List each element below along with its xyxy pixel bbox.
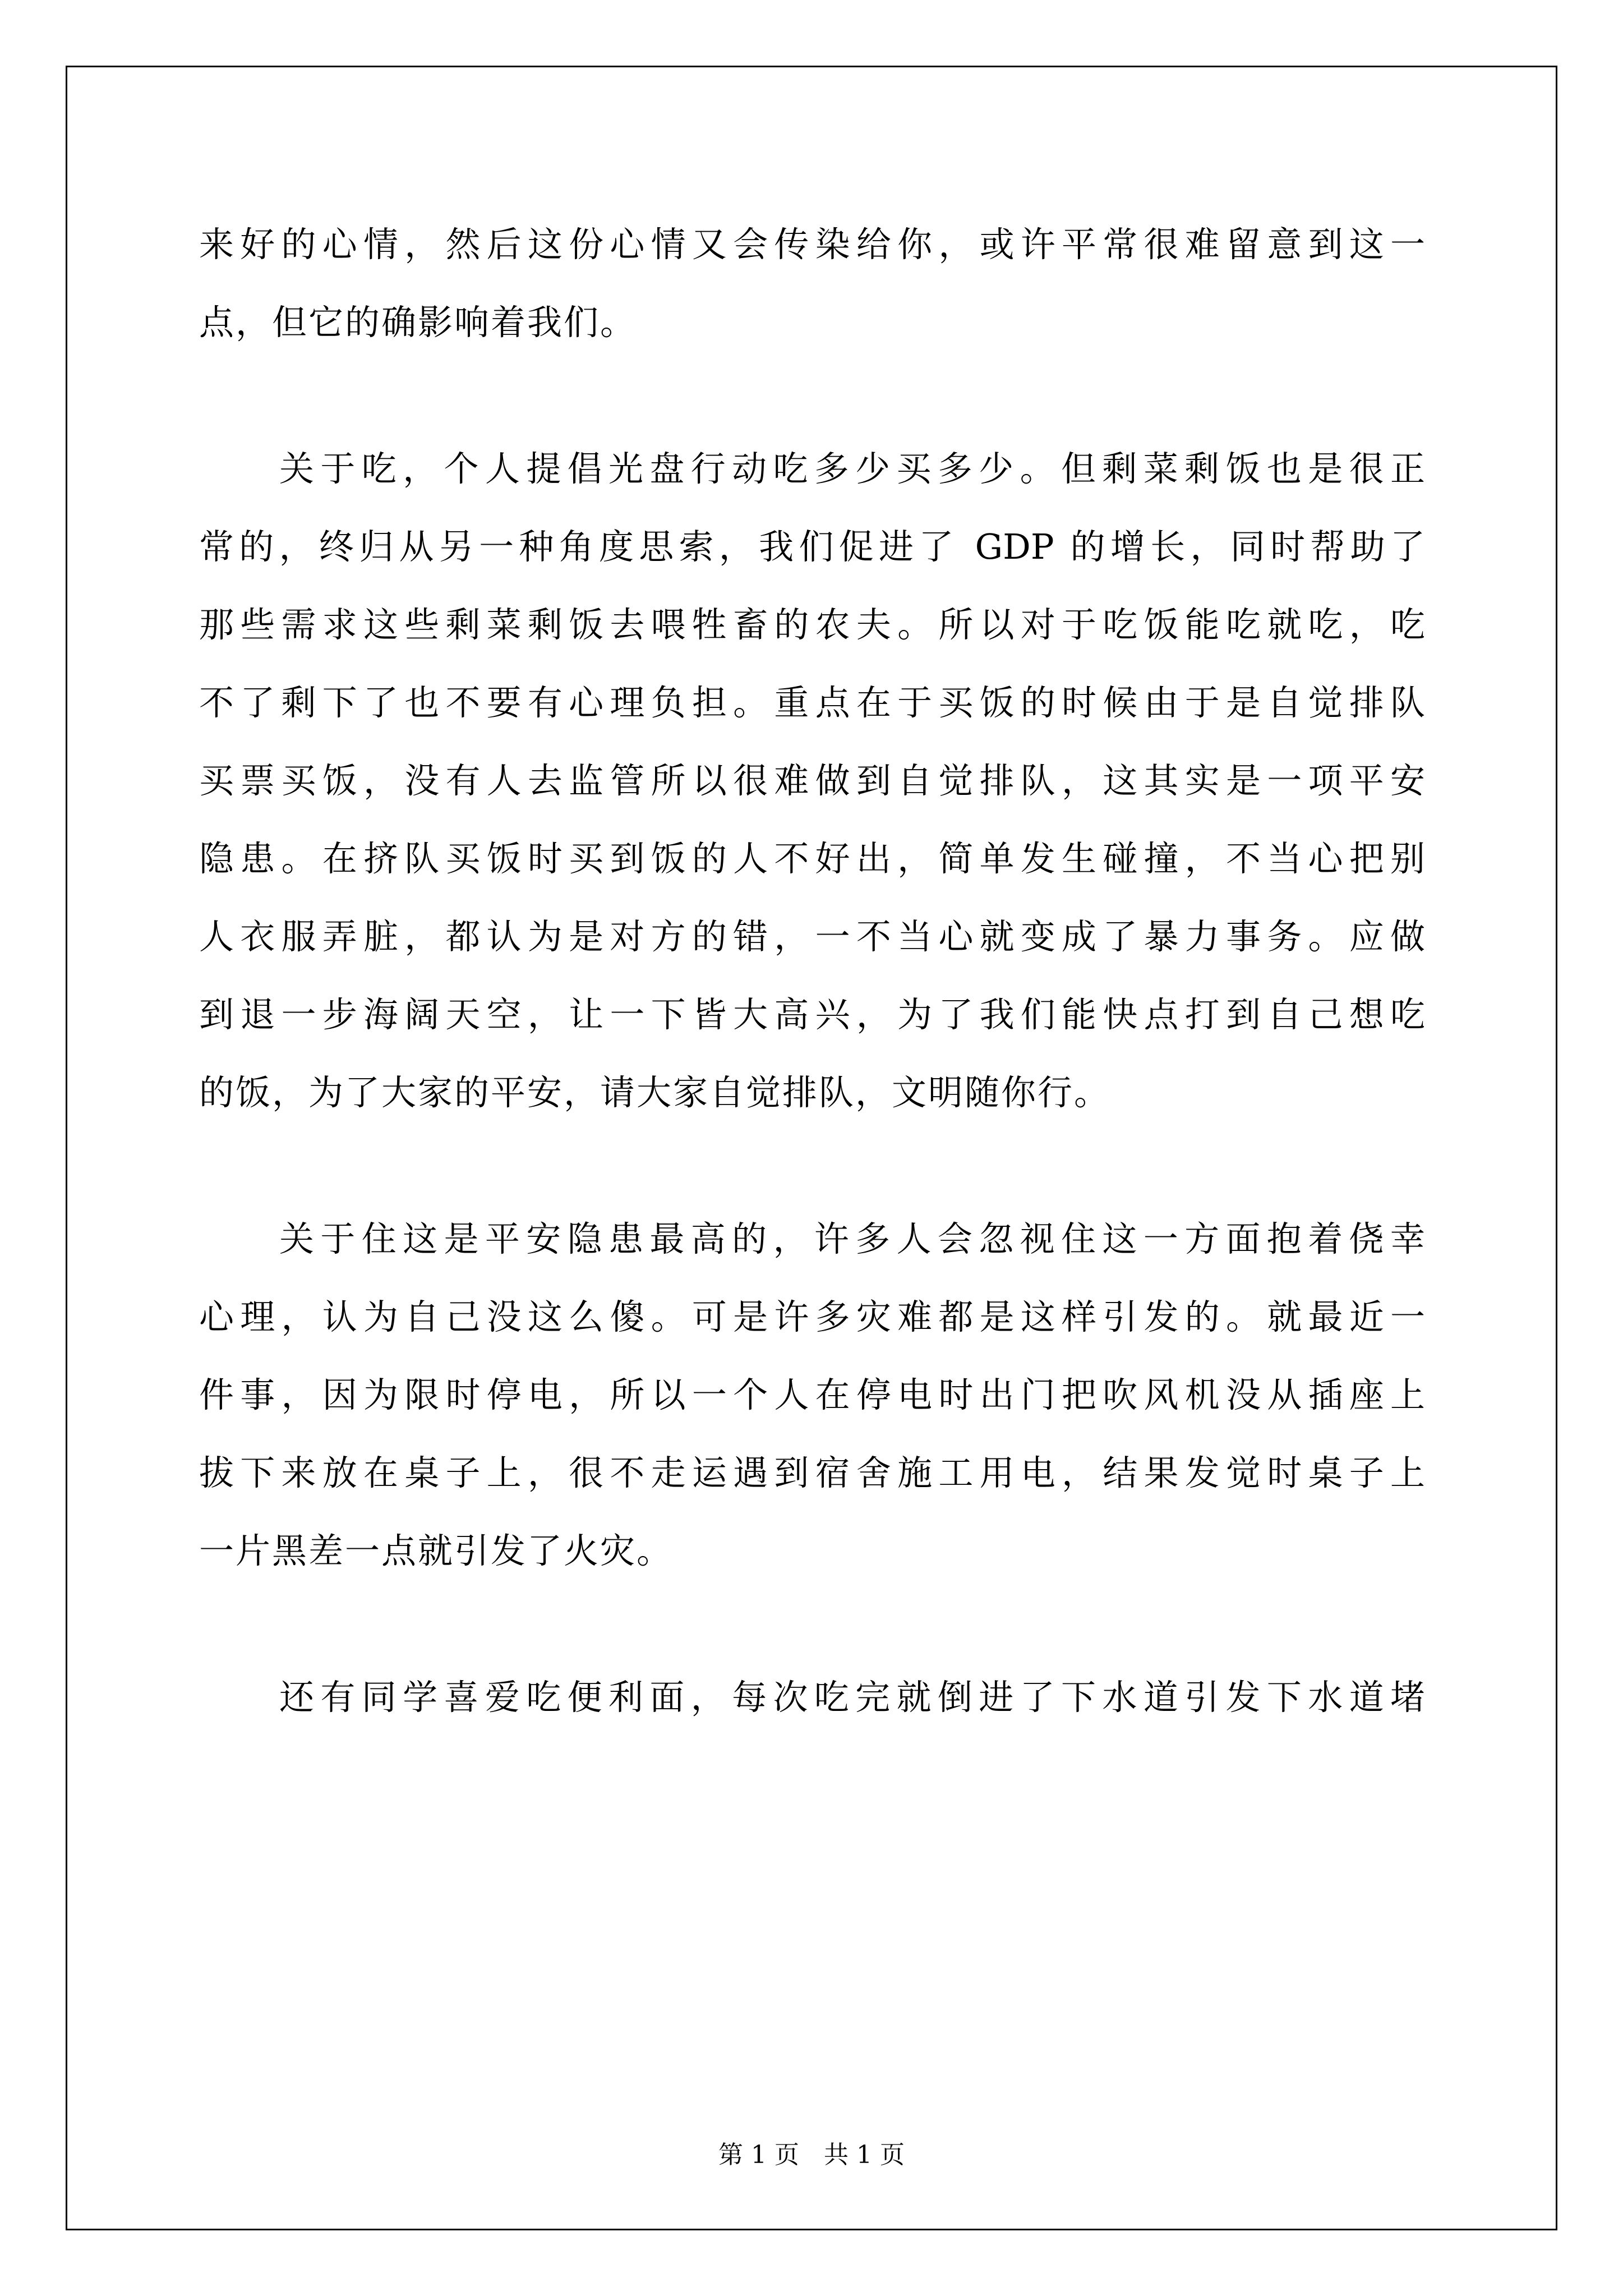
body-line: 不了剩下了也不要有心理负担。重点在于买饭的时候由于是自觉排队 [199,682,1425,723]
body-line: 还有同学喜爱吃便利面，每次吃完就倒进了下水道引发下水道堵 [279,1677,1425,1718]
body-line: 关于吃，个人提倡光盘行动吃多少买多少。但剩菜剩饭也是很正 [279,448,1425,489]
body-line: 点，但它的确影响着我们。 [199,302,637,343]
body-line: 件事，因为限时停电，所以一个人在停电时出门把吹风机没从插座上 [199,1374,1425,1415]
body-line: 关于住这是平安隐患最高的，许多人会忽视住这一方面抱着侥幸 [279,1218,1425,1259]
body-line: 拔下来放在桌子上，很不走运遇到宿舍施工用电，结果发觉时桌子上 [199,1452,1425,1493]
body-line: 常的，终归从另一种角度思索，我们促进了 GDP 的增长，同时帮助了 [199,526,1425,567]
page-footer: 第 1 页 共 1 页 [718,2141,905,2169]
body-line: 到退一步海阔天空，让一下皆大高兴，为了我们能快点打到自己想吃 [199,994,1425,1035]
body-line: 心理，认为自己没这么傻。可是许多灾难都是这样引发的。就最近一 [199,1296,1425,1337]
body-line: 一片黑差一点就引发了火灾。 [199,1530,674,1571]
body-line: 来好的心情，然后这份心情又会传染给你，或许平常很难留意到这一 [199,224,1425,265]
page-border [66,66,1557,2230]
body-line: 那些需求这些剩菜剩饭去喂牲畜的农夫。所以对于吃饭能吃就吃，吃 [199,604,1425,645]
body-line: 买票买饭，没有人去监管所以很难做到自觉排队，这其实是一项平安 [199,760,1425,801]
body-line: 隐患。在挤队买饭时买到饭的人不好出，简单发生碰撞，不当心把别 [199,838,1425,879]
body-line: 人衣服弄脏，都认为是对方的错，一不当心就变成了暴力事务。应做 [199,916,1425,957]
body-line: 的饭，为了大家的平安，请大家自觉排队，文明随你行。 [199,1072,1111,1113]
